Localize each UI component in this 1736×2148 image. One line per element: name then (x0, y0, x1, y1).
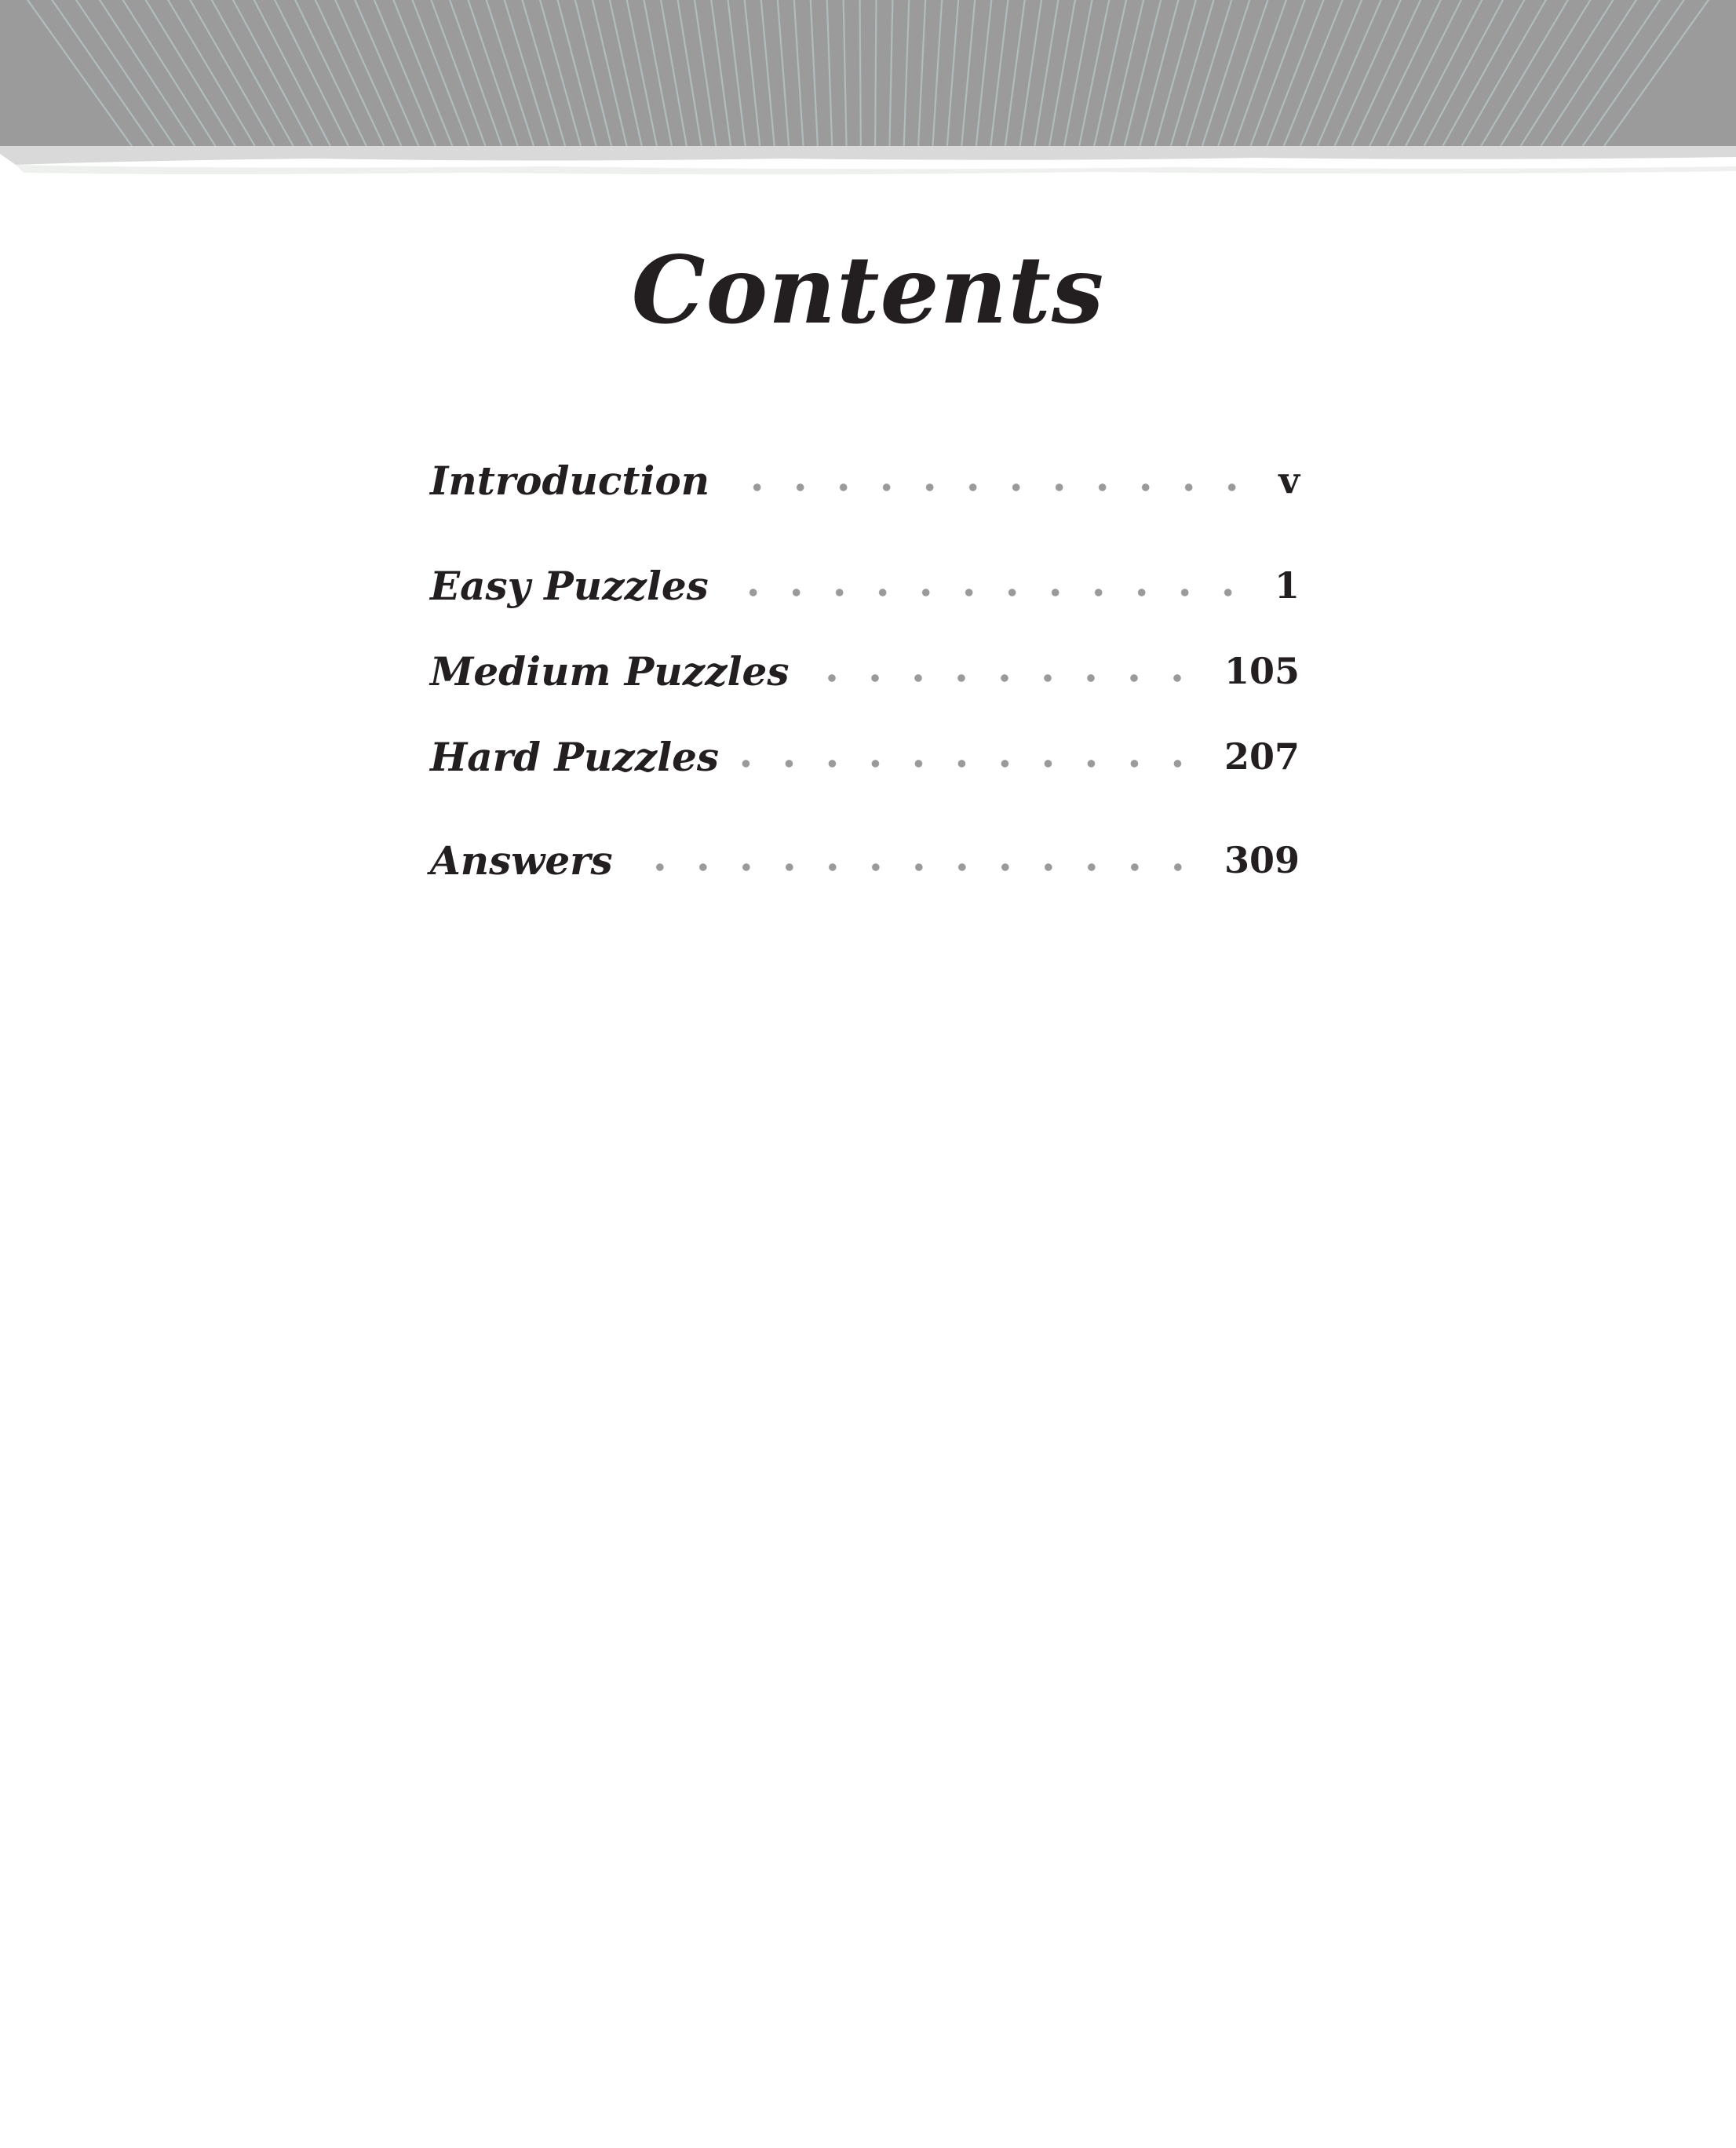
page-title: Contents (631, 235, 1105, 345)
toc-entry-page: 1 (1274, 564, 1300, 607)
toc-entry-label: Medium Puzzles (430, 647, 790, 695)
toc-entry-label: Easy Puzzles (430, 562, 709, 609)
toc-entry-page: 105 (1224, 650, 1300, 692)
dot-leader (808, 673, 1198, 683)
dot-leader (738, 759, 1199, 768)
toc-entry-page: 207 (1224, 735, 1300, 778)
decorative-header-band (0, 0, 1736, 177)
dot-leader (632, 862, 1199, 872)
toc-entry-answers[interactable] (430, 829, 1300, 892)
toc-entry-medium-puzzles[interactable] (430, 640, 1300, 702)
sunburst-pattern (0, 0, 1736, 177)
toc-entry-page: 309 (1224, 839, 1300, 881)
toc-entry-introduction[interactable] (430, 449, 1300, 512)
toc-entry-page: v (1278, 459, 1300, 501)
toc-entry-hard-puzzles[interactable] (430, 725, 1300, 788)
toc-entry-label: Hard Puzzles (430, 733, 720, 780)
toc-entry-label: Answers (430, 837, 613, 884)
toc-entry-label: Introduction (430, 457, 710, 504)
dot-leader (728, 483, 1253, 492)
dot-leader (728, 588, 1249, 597)
toc-entry-easy-puzzles[interactable] (430, 554, 1300, 617)
